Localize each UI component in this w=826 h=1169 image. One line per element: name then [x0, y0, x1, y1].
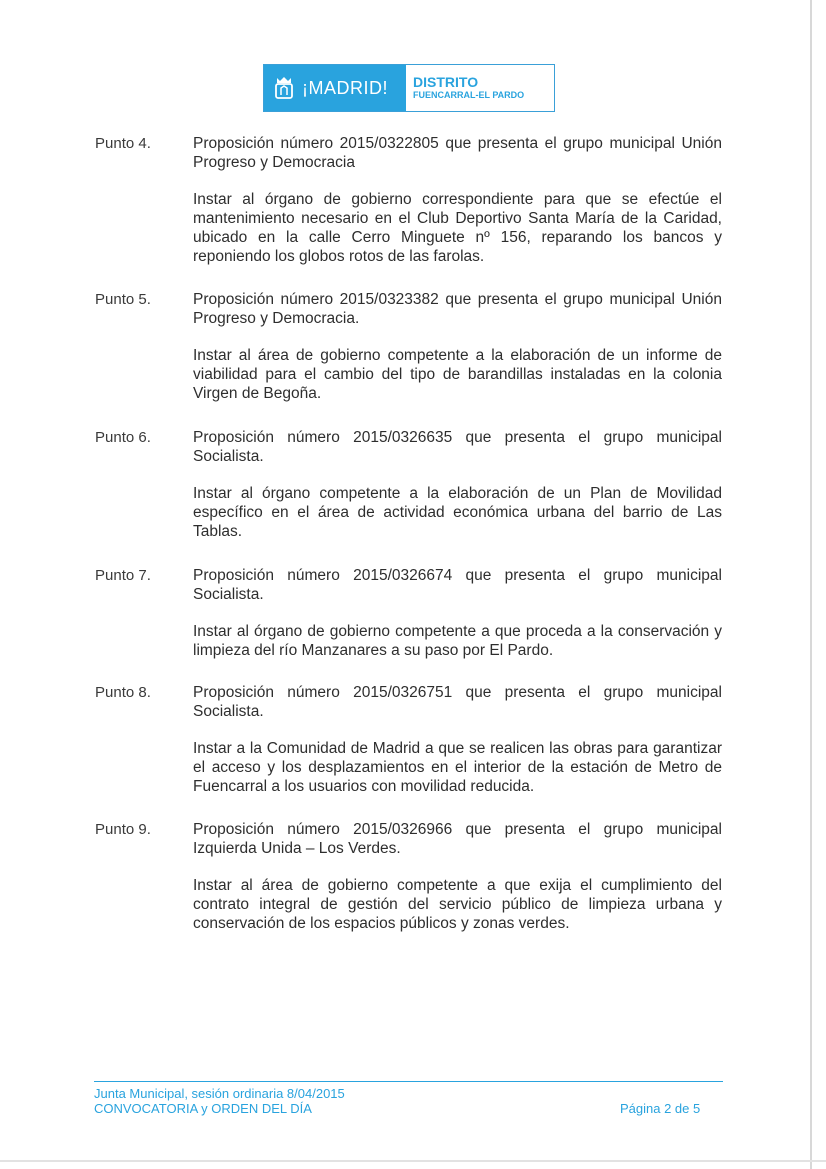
footer-convocatoria: CONVOCATORIA y ORDEN DEL DÍA: [94, 1101, 312, 1116]
item-text: Instar al órgano competente a la elaboración de un Plan de Movilidad específico en el área de actividad económica urbana del barrio de Las Tablas.: [193, 485, 722, 540]
item-number: Punto 6.: [95, 429, 151, 446]
logo-district-block: [406, 65, 554, 111]
item-text: Instar al área de gobierno competente a la elaboración de un informe de viabilidad para el cambio del tipo de barandillas instaladas en la colonia Virgen de Begoña.: [193, 347, 722, 402]
item-number: Punto 7.: [95, 567, 151, 584]
item-number: Punto 8.: [95, 684, 151, 701]
item-title: Proposición número 2015/0326635 que presenta el grupo municipal Socialista.: [193, 429, 722, 465]
page-edge: [810, 0, 812, 1169]
footer-divider: [94, 1081, 723, 1082]
district-logo: [263, 64, 555, 112]
logo-district-name: FUENCARRAL-EL PARDO: [413, 90, 525, 100]
item-number: Punto 4.: [95, 135, 151, 152]
logo-distrito-text: DISTRITO: [413, 74, 479, 90]
item-body: [193, 820, 722, 933]
item-text: Instar a la Comunidad de Madrid a que se realicen las obras para garantizar el acceso y los desplazamientos en el interior de la estación de Metro de Fuencarral a los usuarios con movilidad reducida.: [193, 740, 722, 795]
madrid-crest-icon: [274, 76, 294, 100]
item-body: [193, 683, 722, 796]
item-number: Punto 9.: [95, 821, 151, 838]
item-number: Punto 5.: [95, 291, 151, 308]
page-bottom-edge: [0, 1160, 826, 1162]
item-title: Proposición número 2015/0323382 que presenta el grupo municipal Unión Progreso y Democracia.: [193, 291, 722, 327]
logo-madrid-text: ¡MADRID!: [302, 77, 388, 98]
logo-madrid-block: [264, 65, 406, 111]
item-text: Instar al órgano de gobierno correspondiente para que se efectúe el mantenimiento necesario en el Club Deportivo Santa María de la Caridad, ubicado en la calle Cerro Minguete nº 156, reparando los bancos y reponiendo los globos rotos de las farolas.: [193, 191, 722, 265]
item-body: [193, 290, 722, 403]
item-text: Instar al órgano de gobierno competente a que proceda a la conservación y limpieza del río Manzanares a su paso por El Pardo.: [193, 623, 722, 659]
item-body: [193, 134, 722, 266]
item-title: Proposición número 2015/0322805 que presenta el grupo municipal Unión Progreso y Democracia: [193, 135, 722, 171]
item-body: [193, 428, 722, 541]
page-number: Página 2 de 5: [620, 1101, 701, 1116]
item-body: [193, 566, 722, 660]
item-title: Proposición número 2015/0326966 que presenta el grupo municipal Izquierda Unida – Los Verdes.: [193, 821, 722, 857]
item-title: Proposición número 2015/0326674 que presenta el grupo municipal Socialista.: [193, 567, 722, 603]
footer-info: [94, 1086, 345, 1116]
footer-session: Junta Municipal, sesión ordinaria 8/04/2015: [94, 1086, 345, 1101]
item-title: Proposición número 2015/0326751 que presenta el grupo municipal Socialista.: [193, 684, 722, 720]
item-text: Instar al área de gobierno competente a que exija el cumplimiento del contrato integral de gestión del servicio público de limpieza urbana y conservación de los espacios públicos y zonas verdes.: [193, 877, 722, 932]
